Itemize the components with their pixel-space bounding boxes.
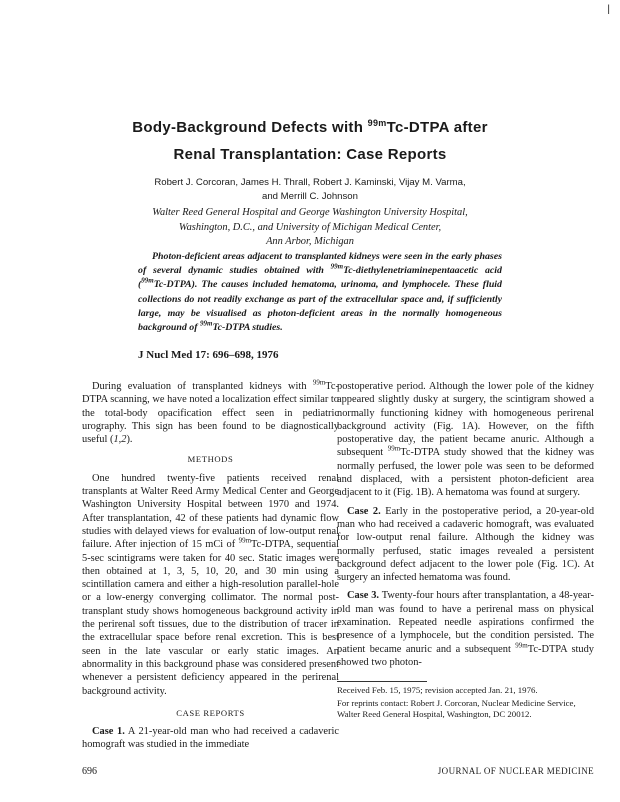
affiliation-line-2: Washington, D.C., and University of Michigan Medical Center, (178, 221, 442, 233)
intro-text-a: During evaluation of transplanted kidneys with (92, 381, 313, 392)
case-3-sup: 99m (515, 641, 528, 650)
abstract (138, 250, 502, 335)
citation: J Nucl Med 17: 696–698, 1976 (138, 349, 279, 361)
title-text-b: Tc-DTPA after (386, 119, 488, 136)
case-3-text-a: Twenty-four hours after transplantation, a 48-year-old man was found to have a perirenal mass on physical examination. Repeated needle aspirations confirmed the presence of a lymphocele, but the condition persisted. The patient became anuric and a subsequent (337, 590, 594, 655)
case-2-text: Early in the postoperative period, a 20-year-old man who had received a cadaveric homograft, was evaluated for low-output renal failure. Although the kidney was normally perfused, static images revealed a persistent background defect adjacent to the lower pole (Fig. 1C). At surgery an infected hematoma was found. (337, 505, 595, 584)
case-1-text: A 21-year-old man who had received a cadaveric homograft was studied in the immediate (82, 726, 340, 751)
abstract-text-4: Tc-DTPA studies. (212, 322, 283, 334)
abstract-text-3: Tc-DTPA). The causes included hematoma, urinoma, and lymphocele. These fluid collections do not readily exchange as part of the extracellular space and, if sufficiently large, may be visualised as photon-deficient areas in the normally homogeneous background of (138, 279, 502, 334)
author-list (0, 176, 620, 204)
methods-text-a: One hundred twenty-five patients received renal transplants at Walter Reed Army Medical Center and George Washington University Hospital between 1970 and 1974. After transplantation, 42 of these patients had dynamic flow studies with delayed views for evaluation of low-output renal failure. After injection of 15 mCi of (82, 472, 339, 551)
case-3-text-b: Tc-DTPA study showed two photon- (337, 643, 594, 668)
footnote-rule (337, 681, 427, 682)
affiliation-line-3: Ann Arbor, Michigan (266, 236, 354, 247)
methods-sup: 99m (238, 536, 252, 545)
methods-heading: METHODS (187, 454, 234, 465)
case-1-cont-a: postoperative period. Although the lower pole of the kidney appeared slightly dusky at surgery, the scintigram showed a normally functioning kidney with homogeneous perirenal background activity (Fig. 1A). However, on the fifth postoperative day, the patient became anuric. Although a subsequent (337, 381, 594, 459)
abstract-text-2: Tc-diethylenetriaminepentaacetic acid ( (138, 265, 502, 291)
case-1-paragraph (82, 725, 339, 752)
corner-mark: | (607, 4, 610, 15)
case-1-cont-b: Tc-DTPA study showed that the kidney was normally perfused, the lower pole was seen to be deformed and displaced, with a persistent photon-deficient area adjacent to it (Fig. 1B). A hematoma was found at surgery. (337, 447, 594, 499)
case-1-label: Case 1. (92, 726, 125, 738)
authors-line-1: Robert J. Corcoran, James H. Thrall, Robert J. Kaminski, Vijay M. Varma, (154, 177, 466, 188)
affiliation (0, 206, 620, 250)
right-column (337, 380, 594, 669)
methods-paragraph (82, 472, 339, 698)
abstract-sup-2: 99m (141, 277, 154, 286)
title-text-a: Body-Background Defects with (132, 119, 368, 136)
intro-paragraph (82, 380, 339, 446)
title-isotope-sup: 99m (367, 118, 387, 128)
footnote-reprints: For reprints contact: Robert J. Corcoran, Nuclear Medicine Service, Walter Reed General Hospital, Washington, DC 20012. (337, 698, 576, 719)
affiliation-line-1: Walter Reed General Hospital and George Washington University Hospital, (152, 207, 468, 218)
footnote-received: Received Feb. 15, 1975; revision accepted Jan. 21, 1976. (337, 685, 538, 695)
authors-line-2: and Merrill C. Johnson (262, 191, 358, 202)
abstract-sup-1: 99m (330, 262, 344, 271)
case-3-label: Case 3. (347, 590, 380, 602)
intro-text-b: Tc-DTPA scanning, we have noted a localization effect similar to the total-body opacification effect seen in pediatric urography. This sign has been found to be diagnostically useful ( (82, 381, 339, 446)
case-1-cont-sup: 99m (387, 445, 401, 454)
case-reports-heading: CASE REPORTS (176, 707, 245, 718)
methods-text-b: Tc-DTPA, sequential 5-sec scintigrams were taken for 40 sec. Static images were then obtained at 1, 3, 5, 10, 20, and 30 min using a scintillation camera and either a high-resolution parallel-hole or a low-energy converging collimator. The normal post-transplant study shows homogeneous background activity in the perirenal soft tissues, due to the distribution of tracer in the extracellular space before renal excretion. This is best seen in the late vascular or early static images. An abnormality in this background phase was considered present whenever a persistent deficiency appeared in the perirenal background activity. (82, 539, 339, 697)
journal-name: JOURNAL OF NUCLEAR MEDICINE (437, 766, 594, 776)
case-3-paragraph (337, 589, 594, 669)
intro-sup: 99m (312, 378, 326, 387)
abstract-sup-3: 99m (200, 319, 213, 328)
article-title-line-1 (0, 119, 620, 136)
case-2-label: Case 2. (347, 505, 381, 517)
case-1-continuation (337, 380, 594, 500)
case-2-paragraph (337, 505, 594, 585)
intro-text-c: ). (126, 434, 133, 446)
intro-reference: 1,2 (113, 434, 127, 446)
article-title-line-2: Renal Transplantation: Case Reports (173, 146, 447, 163)
left-column (82, 380, 339, 752)
abstract-text-1: Photon-deficient areas adjacent to transplanted kidneys were seen in the early phases of several dynamic studies obtained with (138, 251, 502, 277)
page-number: 696 (82, 766, 97, 777)
